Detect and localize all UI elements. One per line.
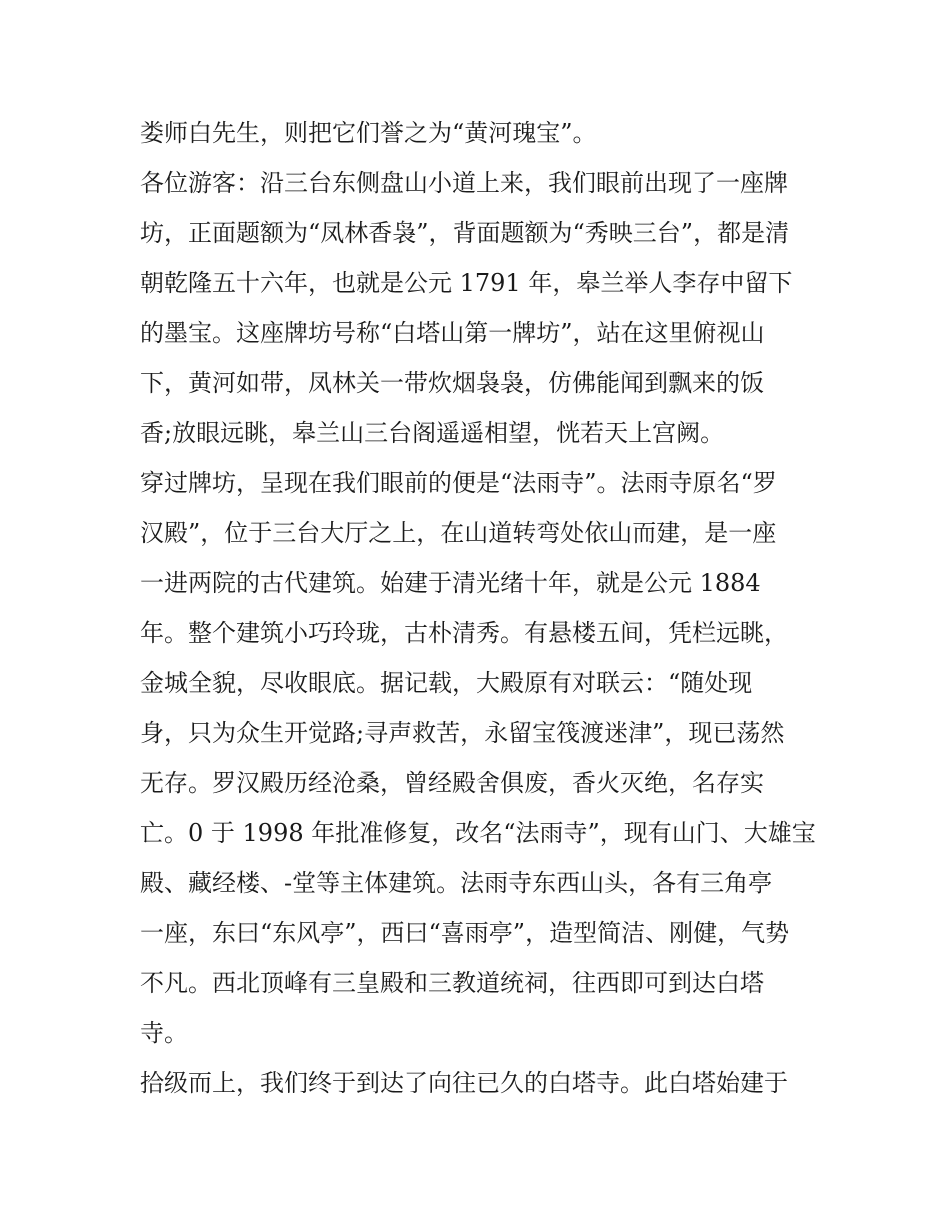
text-line: 朝乾隆五十六年，也就是公元 1791 年，皋兰举人李存中留下 [140, 269, 793, 297]
text-line: 各位游客：沿三台东侧盘山小道上来，我们眼前出现了一座牌 [140, 169, 788, 197]
text-line: 身，只为众生开觉路;寻声救苦，永留宝筏渡迷津”，现已荡然 [140, 719, 785, 747]
text-line: 一座，东曰“东风亭”，西曰“喜雨亭”，造型简洁、刚健，气势 [140, 919, 790, 947]
text-line: 不凡。西北顶峰有三皇殿和三教道统祠，往西即可到达白塔 [140, 969, 764, 997]
text-line: 年。整个建筑小巧玲珑，古朴清秀。有悬楼五间，凭栏远眺， [140, 619, 788, 647]
text-line: 的墨宝。这座牌坊号称“白塔山第一牌坊”，站在这里俯视山 [140, 319, 765, 347]
text-line: 香;放眼远眺，皋兰山三台阁遥遥相望，恍若天上宫阙。 [140, 419, 725, 447]
text-line: 寺。 [140, 1019, 188, 1047]
text-line: 亡。0 于 1998 年批准修复，改名“法雨寺”，现有山门、大雄宝 [140, 819, 816, 847]
text-line: 娄师白先生，则把它们誉之为“黄河瑰宝”。 [140, 119, 597, 147]
text-line: 拾级而上，我们终于到达了向往已久的白塔寺。此白塔始建于 [140, 1069, 788, 1097]
text-line: 金城全貌，尽收眼底。据记载，大殿原有对联云：“随处现 [140, 669, 753, 697]
paragraph-1 [140, 108, 820, 158]
text-line: 下，黄河如带，凤林关一带炊烟袅袅，仿佛能闻到飘来的饭 [140, 369, 764, 397]
body-text [140, 108, 820, 1108]
text-line: 坊，正面题额为“凤林香袅”，背面题额为“秀映三台”，都是清 [140, 219, 790, 247]
text-line: 一进两院的古代建筑。始建于清光绪十年，就是公元 1884 [140, 569, 761, 597]
paragraph-4 [140, 1058, 820, 1108]
text-line: 穿过牌坊，呈现在我们眼前的便是“法雨寺”。法雨寺原名“罗 [140, 469, 777, 497]
text-line: 无存。罗汉殿历经沧桑，曾经殿舍俱废，香火灭绝，名存实 [140, 769, 764, 797]
text-line: 汉殿”，位于三台大厅之上，在山道转弯处依山而建，是一座 [140, 519, 777, 547]
text-line: 殿、藏经楼、-堂等主体建筑。法雨寺东西山头，各有三角亭 [140, 869, 773, 897]
paragraph-3 [140, 458, 820, 1058]
paragraph-2 [140, 158, 820, 458]
